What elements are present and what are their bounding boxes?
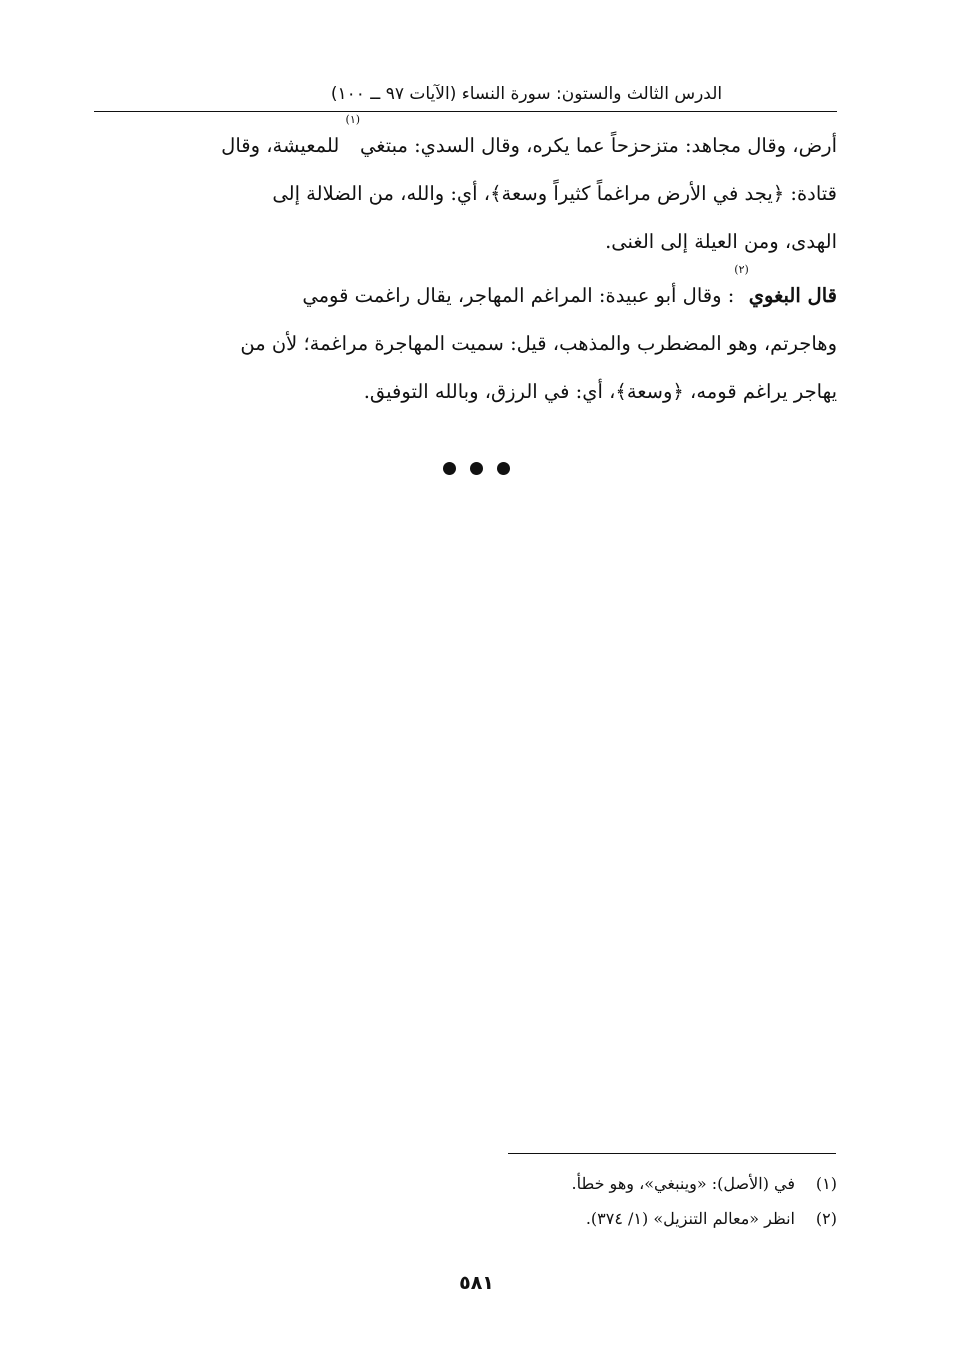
footnote-ref-1[interactable]: (١) bbox=[345, 113, 361, 126]
text-line bbox=[94, 263, 837, 320]
paragraph-2 bbox=[94, 263, 837, 416]
header-rule bbox=[94, 111, 837, 112]
paragraph-1 bbox=[94, 113, 837, 266]
main-text bbox=[94, 113, 837, 416]
running-header: الدرس الثالث والستون: سورة النساء (الآيات ٩٧ ــ ١٠٠) bbox=[330, 84, 723, 104]
section-separator bbox=[0, 462, 953, 475]
footnote-text: في (الأصل): «وينبغي»، وهو خطأ. bbox=[571, 1174, 795, 1193]
text-line: قتادة: ﴿يجد في الأرض مراغماً كثيراً وسعة﴾، أي: والله، من الضلالة إلى bbox=[272, 182, 837, 205]
text-run: للمعيشة، وقال bbox=[221, 134, 346, 157]
separator-dot bbox=[443, 462, 456, 475]
footnote-text: انظر «معالم التنزيل» (١/ ٣٧٤). bbox=[585, 1209, 795, 1228]
footnote-number: (١) bbox=[815, 1174, 837, 1193]
text-line: وهاجرتم، وهو المضطرب والمذهب، قيل: سميت المهاجرة مراغمة؛ لأن من bbox=[240, 332, 837, 355]
footnote-rule bbox=[508, 1153, 836, 1154]
footnote-number: (٢) bbox=[815, 1209, 837, 1228]
separator-dot bbox=[470, 462, 483, 475]
text-line: يهاجر يراغم قومه، ﴿وسعة﴾، أي: في الرزق، وبالله التوفيق. bbox=[363, 380, 837, 403]
footnotes bbox=[94, 1166, 837, 1236]
footnote-ref-2[interactable]: (٢) bbox=[734, 263, 749, 276]
separator-dot bbox=[497, 462, 510, 475]
text-run: أرض، وقال مجاهد: متزحزحاً عما يكره، وقال السدي: مبتغي bbox=[360, 134, 837, 157]
text-line bbox=[94, 113, 837, 170]
page-number: ٥٨١ bbox=[459, 1272, 494, 1294]
footnote-1 bbox=[94, 1166, 837, 1201]
text-run: : وقال أبو عبيدة: المراغم المهاجر، يقال راغمت قومي bbox=[302, 284, 735, 307]
speaker-name: قال البغوي bbox=[748, 284, 837, 307]
footnote-2 bbox=[94, 1201, 837, 1236]
text-line: الهدى، ومن العيلة إلى الغنى. bbox=[605, 230, 837, 253]
